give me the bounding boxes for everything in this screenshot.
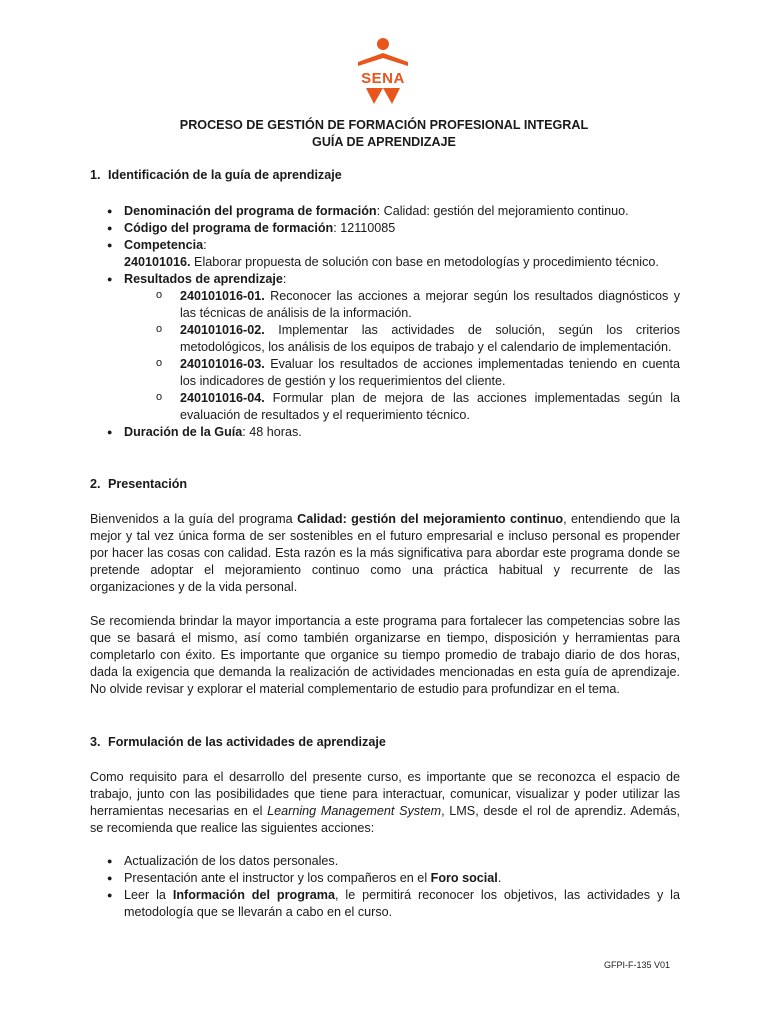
section-1-number: 1. [90, 168, 101, 182]
program-label: Denominación del programa de formación [124, 204, 377, 218]
intro-italic: Learning Management System [267, 804, 442, 818]
activity-text-before: Leer la [124, 888, 173, 902]
duration-value: : 48 horas. [242, 425, 302, 439]
activity-text-before: Presentación ante el instructor y los compañeros en el [124, 871, 431, 885]
section-1-heading [90, 168, 342, 182]
list-item-program [90, 203, 680, 220]
results-label: Resultados de aprendizaje [124, 272, 283, 286]
result-code: 240101016-01. [180, 289, 265, 303]
result-code: 240101016-04. [180, 391, 265, 405]
logo-head [377, 38, 389, 50]
result-code: 240101016-02. [180, 323, 265, 337]
result-text: Evaluar los resultados de acciones implementadas teniendo en cuenta los indicadores de gestión y los requerimientos del cliente. [180, 357, 680, 388]
competence-label: Competencia [124, 238, 204, 252]
activity-bold: Información del programa [172, 888, 335, 902]
section-3-number: 3. [90, 735, 101, 749]
code-value: : 12110085 [333, 221, 396, 235]
p1-bold: Calidad: gestión del mejoramiento continuo [297, 512, 564, 526]
activity-text: Actualización de los datos personales. [124, 854, 339, 868]
activity-item [90, 870, 680, 887]
presentation-paragraph-1 [90, 511, 680, 596]
doc-title-line2: GUÍA DE APRENDIZAJE [312, 135, 456, 149]
intro-before: Como requisito para el desarrollo del presente curso, es importante que se reconozca el espacio de trabajo, junto con las posibilidades que tiene para interactuar, comunicar, visualizar y poder utilizar las herramientas necesarias en el [90, 770, 680, 818]
result-item [90, 356, 680, 390]
result-item [90, 288, 680, 322]
section-2-title: Presentación [108, 477, 188, 491]
result-text: Formular plan de mejora de las acciones implementadas según la evaluación de resultados y el requerimiento técnico. [180, 391, 680, 422]
result-text: Implementar las actividades de solución, según los criterios metodológicos, los análisis de los equipos de trabajo y el calendario de implementación. [180, 323, 680, 354]
logo-leg-right [383, 88, 400, 104]
list-item-results [90, 271, 680, 288]
section-2-heading [90, 477, 187, 491]
activities-intro [90, 769, 680, 837]
presentation-paragraph-2: Se recomienda brindar la mayor importancia a este programa para fortalecer las competencias sobre las que se basará el mismo, así como también organizarse en tiempo, disposición y herramientas para completarlo con éxito. Es importante que organice su tiempo promedio de trabajo diario de dos horas, dada la exigencia que demanda la realización de actividades mencionadas en esta guía de aprendizaje. No olvide revisar y explorar el material complementario de estudio para profundizar en el tema. [90, 614, 680, 696]
doc-title-line1: PROCESO DE GESTIÓN DE FORMACIÓN PROFESIONAL INTEGRAL [179, 118, 589, 132]
activity-bold: Foro social [430, 871, 498, 885]
competence-text: Elaborar propuesta de solución con base en metodologías y procedimiento técnico. [190, 255, 659, 269]
section-3-heading [90, 735, 386, 749]
list-item-code [90, 220, 680, 237]
footer-form-code: GFPI-F-135 V01 [604, 960, 671, 970]
logo-text: SENA [361, 70, 405, 87]
code-label: Código del programa de formación [124, 221, 334, 235]
result-text: Reconocer las acciones a mejorar según los resultados diagnósticos y las técnicas de análisis de la información. [180, 289, 680, 320]
activity-text-after: , le permitirá reconocer los objetivos, las actividades y la metodología que se llevarán a cabo en el curso. [124, 888, 680, 919]
competence-code: 240101016. [124, 255, 191, 269]
result-code: 240101016-03. [180, 357, 265, 371]
sena-logo [352, 36, 414, 106]
intro-after: , LMS, desde el rol de aprendiz. Además, se recomienda que realice las siguientes acciones: [90, 804, 680, 835]
result-item [90, 390, 680, 424]
activity-item [90, 853, 680, 870]
logo-arms [358, 53, 408, 66]
competence-colon: : [203, 238, 207, 252]
p1-after: , entendiendo que la mejor y tal vez única forma de ser sostenibles en el futuro empresarial e incluso personal es propender por hacer las cosas con calidad. Esta razón es la más significativa para abordar este programa donde se pretende adoptar el mejoramiento continuo como una práctica habitual y recurrente de las organizaciones y de la vida personal. [90, 512, 680, 594]
duration-label: Duración de la Guía [124, 425, 243, 439]
result-item [90, 322, 680, 356]
list-item-competence [90, 237, 680, 271]
results-colon: : [282, 272, 287, 286]
list-item-duration [90, 424, 680, 441]
p1-before: Bienvenidos a la guía del programa [90, 512, 298, 526]
activity-item [90, 887, 680, 921]
section-2-number: 2. [90, 477, 101, 491]
logo-leg-left [366, 88, 383, 104]
activity-text-after: . [497, 871, 502, 885]
activities-list [90, 853, 680, 921]
section-1-list [90, 203, 680, 441]
section-3-title: Formulación de las actividades de aprendizaje [108, 735, 386, 749]
section-1-title: Identificación de la guía de aprendizaje [108, 168, 342, 182]
program-value: : Calidad: gestión del mejoramiento continuo. [376, 204, 629, 218]
